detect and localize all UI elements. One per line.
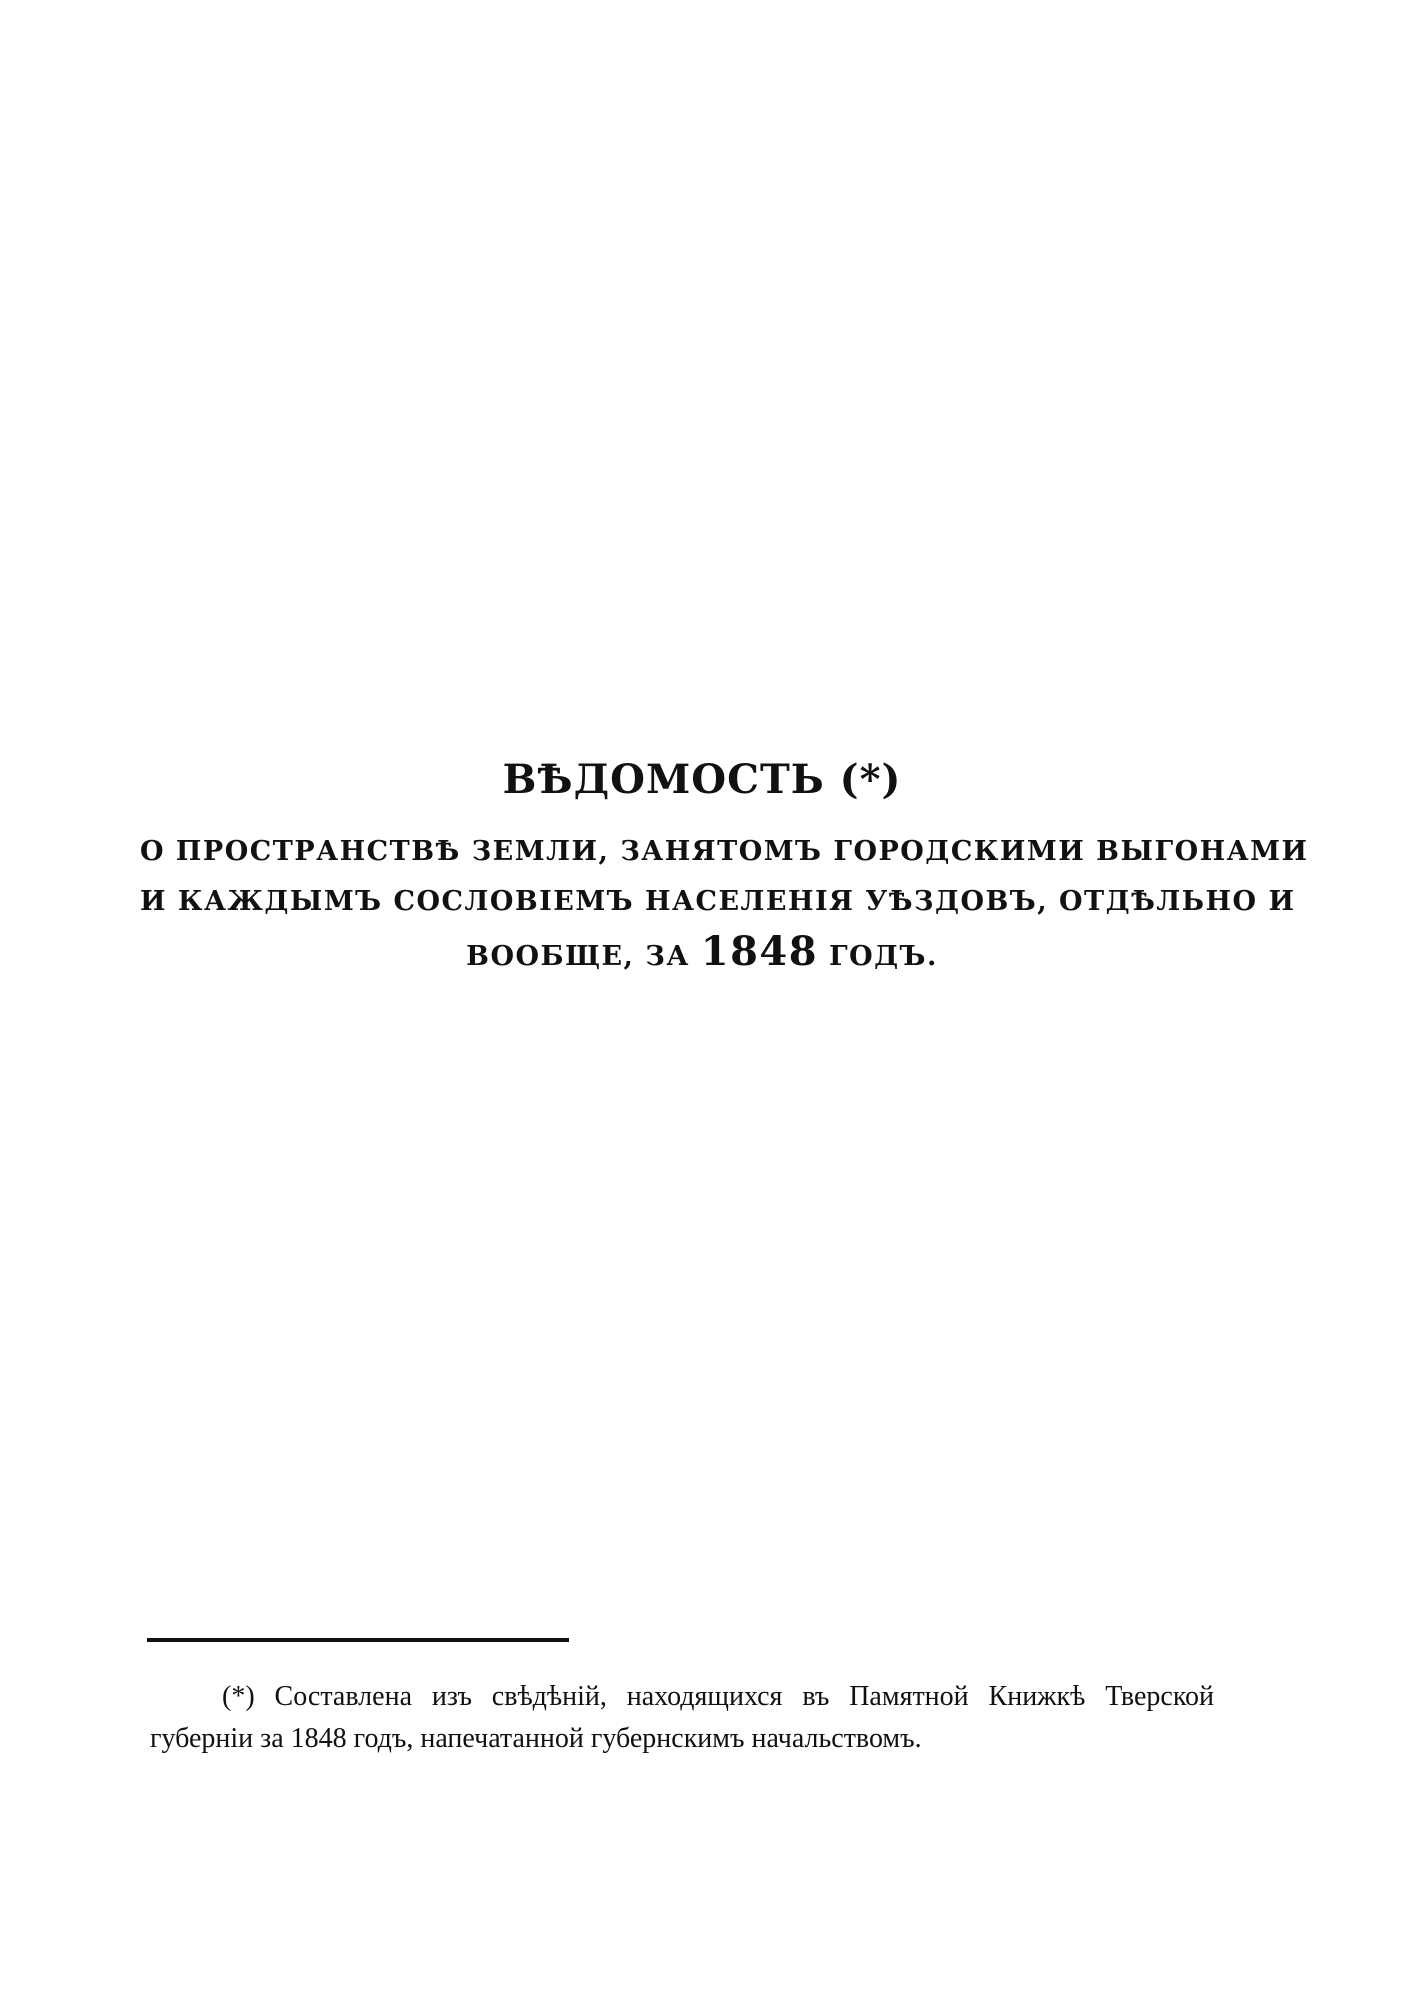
- subtitle-line-1: О ПРОСТРАНСТВѢ ЗЕМЛИ, ЗАНЯТОМЪ ГОРОДСКИМИ ВЫГОНАМИ: [140, 836, 1309, 867]
- subtitle-line-3-prefix: ВООБЩЕ, ЗА: [466, 941, 701, 972]
- subtitle-line-3: [140, 927, 1264, 982]
- subtitle-line-2: И КАЖДЫМЪ СОСЛОВІЕМЪ НАСЕЛЕНІЯ УѢЗДОВЪ, ОТДѢЛЬНО И: [140, 886, 1296, 917]
- subtitle-year: 1848: [700, 928, 819, 975]
- document-title: ВѢДОМОСТЬ (*): [502, 756, 902, 803]
- subtitle-line-3-suffix: ГОДЪ.: [818, 941, 938, 972]
- footnote: (*) Составлена изъ свѣдѣній, находящихся въ Памятной Книжкѣ Тверской губерніи за 1848 годъ, напечатанной губернскимъ начальствомъ.: [150, 1681, 1214, 1754]
- title-block: [140, 755, 1309, 982]
- footnote-separator-rule: [147, 1638, 569, 1642]
